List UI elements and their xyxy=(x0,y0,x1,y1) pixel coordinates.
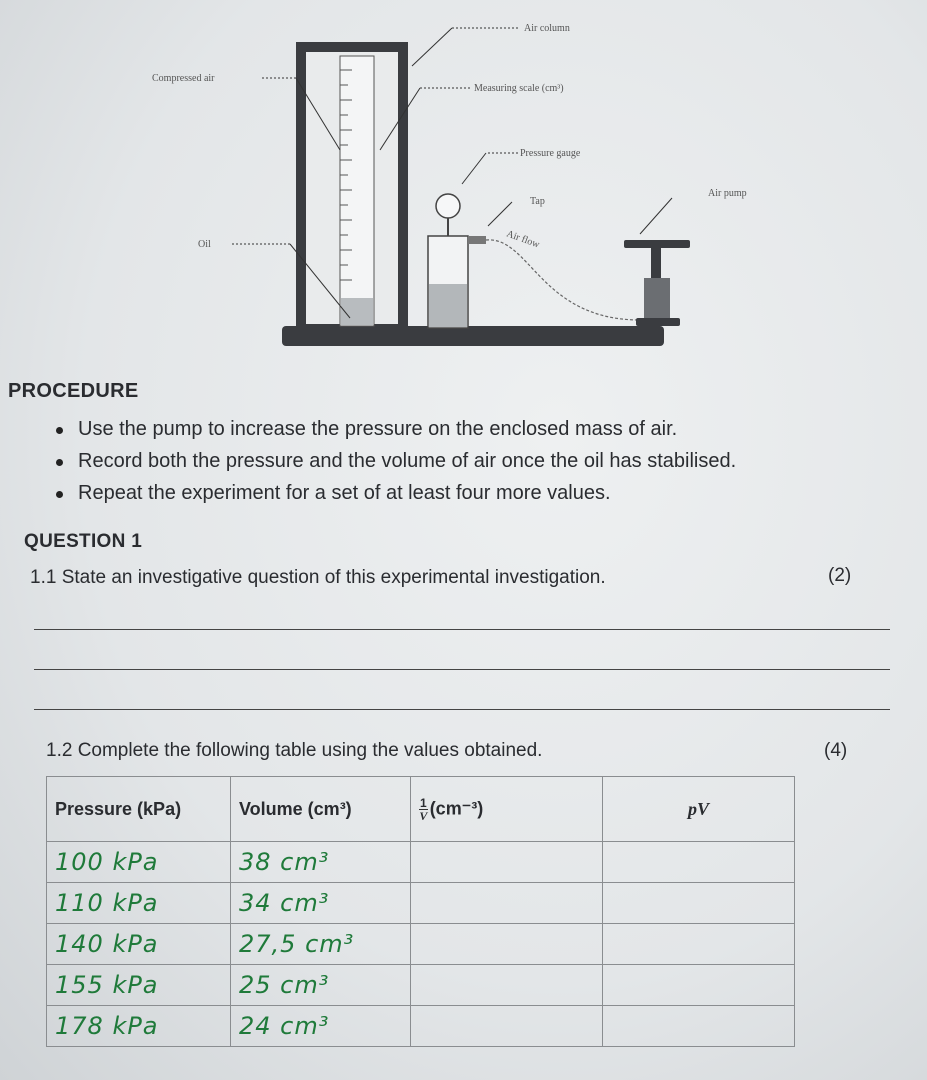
header-volume: Volume (cm³) xyxy=(231,777,411,842)
cell-inverse[interactable] xyxy=(411,965,603,1006)
question-1-1-text: 1.1 State an investigative question of this experimental investigation. xyxy=(30,567,606,588)
cell-pv[interactable] xyxy=(603,924,795,965)
pressure-gauge-dial xyxy=(436,194,460,218)
question-1-2-text: 1.2 Complete the following table using the values obtained. xyxy=(46,740,543,761)
procedure-step: Repeat the experiment for a set of at least four more values. xyxy=(48,480,736,512)
table-row xyxy=(47,842,795,883)
header-inverse-volume xyxy=(411,777,603,842)
question-1-2-marks: (4) xyxy=(824,740,848,761)
oil-level xyxy=(341,298,373,325)
air-hose xyxy=(486,240,640,320)
inverse-unit: (cm⁻³) xyxy=(429,797,484,818)
table-row xyxy=(47,924,795,965)
cell-volume: 34 cm³ xyxy=(231,883,411,924)
tap xyxy=(468,236,486,244)
cell-pv[interactable] xyxy=(603,883,795,924)
inverse-fraction xyxy=(419,797,428,822)
question-1-heading: QUESTION 1 xyxy=(24,531,143,552)
label-measuring-scale: Measuring scale (cm³) xyxy=(474,83,564,94)
question-1-1-marks: (2) xyxy=(828,565,852,586)
cell-volume: 27,5 cm³ xyxy=(231,924,411,965)
table-row xyxy=(47,1006,795,1047)
cell-pressure: 100 kPa xyxy=(47,842,231,883)
label-compressed-air: Compressed air xyxy=(152,73,215,84)
cell-pressure: 140 kPa xyxy=(47,924,231,965)
cell-inverse[interactable] xyxy=(411,883,603,924)
cell-volume: 25 cm³ xyxy=(231,965,411,1006)
label-air-pump: Air pump xyxy=(708,188,747,199)
cell-pressure: 110 kPa xyxy=(47,883,231,924)
answer-line[interactable] xyxy=(34,709,890,710)
cell-pv[interactable] xyxy=(603,965,795,1006)
label-air-flow: Air flow xyxy=(504,228,541,251)
air-pump-body xyxy=(644,278,670,322)
table-header-row xyxy=(47,777,795,842)
cell-volume: 24 cm³ xyxy=(231,1006,411,1047)
cell-pressure: 178 kPa xyxy=(47,1006,231,1047)
air-pump-handle xyxy=(624,240,690,248)
cell-volume: 38 cm³ xyxy=(231,842,411,883)
cell-inverse[interactable] xyxy=(411,842,603,883)
header-pressure: Pressure (kPa) xyxy=(47,777,231,842)
table-row xyxy=(47,883,795,924)
inverse-denominator: V xyxy=(419,808,428,823)
cell-pv[interactable] xyxy=(603,842,795,883)
pv-label: pV xyxy=(687,798,709,819)
label-air-column: Air column xyxy=(524,23,570,34)
procedure-heading: PROCEDURE xyxy=(8,380,139,402)
procedure-step: Record both the pressure and the volume of air once the oil has stabilised. xyxy=(48,448,736,480)
inverse-numerator: 1 xyxy=(420,795,427,810)
cell-inverse[interactable] xyxy=(411,1006,603,1047)
cell-pv[interactable] xyxy=(603,1006,795,1047)
cell-inverse[interactable] xyxy=(411,924,603,965)
cell-pressure: 155 kPa xyxy=(47,965,231,1006)
procedure-steps xyxy=(48,416,736,512)
procedure-step: Use the pump to increase the pressure on the enclosed mass of air. xyxy=(48,416,736,448)
table-row xyxy=(47,965,795,1006)
answer-line[interactable] xyxy=(34,629,890,630)
air-column-tube xyxy=(340,56,374,326)
label-tap: Tap xyxy=(530,196,545,207)
header-pv xyxy=(603,777,795,842)
apparatus-diagram xyxy=(0,0,927,370)
results-table xyxy=(46,776,795,1047)
answer-line[interactable] xyxy=(34,669,890,670)
label-pressure-gauge: Pressure gauge xyxy=(520,148,581,159)
label-oil: Oil xyxy=(198,239,211,250)
